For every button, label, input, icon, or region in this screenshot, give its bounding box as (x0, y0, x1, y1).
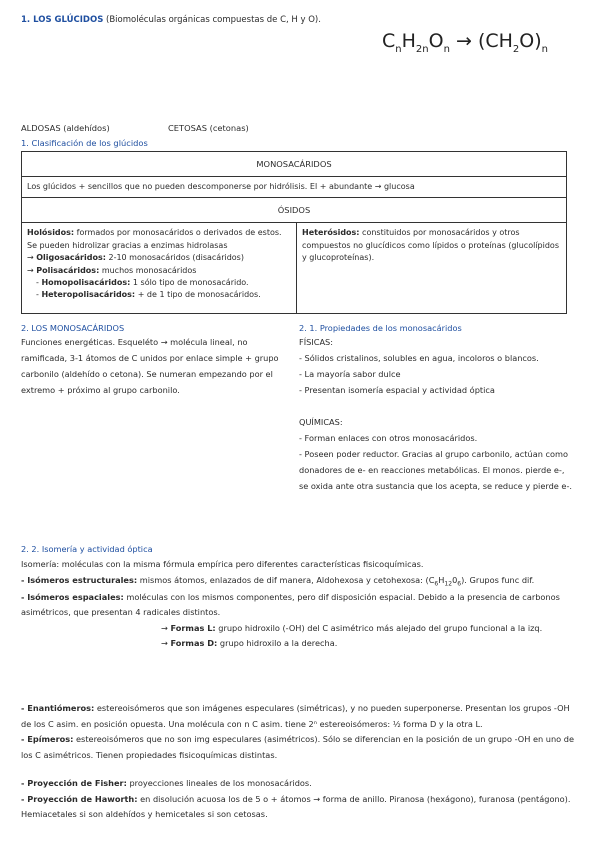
monosacaridos-text: Funciones energéticas. Esqueléto → molécula lineal, no ramificada, 3-1 átomos de C unidos por enlace simple + grupo carbonilo (aldehído o cetona). Se numeran empezando por el extremo + próximo al grupo carbonilo. (21, 337, 279, 396)
quimicas-title: QUÍMICAS: (299, 417, 343, 428)
section-subtitle: (Biomoléculas orgánicas compuestas de C, H y O). (106, 15, 321, 25)
osidos-header: ÓSIDOS (22, 198, 567, 223)
isomeria-intro: Isomería: moléculas con la misma fórmula empírica pero diferentes características fisicoquímicas. (21, 558, 424, 569)
enantiomeros: - Enantiómeros: estereoisómeros que son imágenes especulares (simétricas), y no pueden superponerse. Presentan los grupos -OH de los C asim. en posición opuesta. Una molécula con n C asim. tiene 2ⁿ estereoisómeros: ½ forma D y la otra L. (21, 703, 570, 729)
heterosidos-cell: Heterósidos: constituidos por monosacáridos y otros compuestos no glucídicos como lípidos o proteínas (glucolípidos y glucoproteínas). (297, 223, 567, 314)
list-item: - Presentan isomería espacial y actividad óptica (299, 385, 495, 396)
formas-l: → Formas L: grupo hidroxilo (-OH) del C asimétrico más alejado del grupo funcional a la izq. (161, 622, 543, 633)
estereoisomeros-section (21, 701, 581, 823)
isomeros-espaciales: - Isómeros espaciales: moléculas con los mismos componentes, pero dif disposición espacial. Debido a la presencia de carbonos asimétricos, que presentan 4 radicales distintos. (21, 591, 560, 618)
monosacaridos-header: MONOSACÁRIDOS (22, 152, 567, 177)
formas-d: → Formas D: grupo hidroxilo a la derecha. (161, 638, 338, 649)
table-row (22, 152, 567, 177)
classification-table (21, 151, 567, 314)
isomeria-title: 2. 2. Isomería y actividad óptica (21, 544, 153, 554)
propiedades-section (299, 322, 574, 495)
epimeros: - Epímeros: estereoisómeros que no son img especulares (asimétricos). Sólo se diferencian en la posición de un grupo -OH en uno de los C asimétricos. Tienen propiedades fisicoquímicas distintas. (21, 734, 575, 760)
fisicas-title: FÍSICAS: (299, 337, 334, 348)
list-item: - Poseen poder reductor. Gracias al grupo carbonilo, actúan como donadores de e- en reacciones metabólicas. El monos. pierde e-, se oxida ante otra sustancia que los acepta, se reduce y pierde e-. (299, 449, 573, 491)
monosacaridos-section (21, 322, 286, 399)
isomeria-section (21, 543, 581, 652)
isomeros-estructurales: - Isómeros estructurales: mismos átomos, enlazados de dif manera, Aldohexosa y cetohexosa: $(C_6H_{12}0_6)$. Grupos func dif. (21, 574, 535, 588)
aldosas-label: ALDOSAS (aldehídos) (21, 123, 110, 133)
proyeccion-fisher: - Proyección de Fisher: proyecciones lineales de los monosacáridos. (21, 778, 312, 789)
list-item: - Sólidos cristalinos, solubles en agua, incoloros o blancos. (299, 353, 539, 364)
propiedades-title: 2. 1. Propiedades de los monosacáridos (299, 323, 462, 333)
classification-title: 1. Clasificación de los glúcidos (21, 138, 148, 148)
section-title-glucidos: 1. LOS GLÚCIDOS (21, 15, 104, 25)
table-row (22, 198, 567, 223)
holosidos-cell: Holósidos: formados por monosacáridos o derivados de estos. Se pueden hidrolizar gracias a enzimas hidrolasas → Oligosacáridos: 2-10 monosacáridos (disacáridos) → Polisacáridos: muchos monosacáridos - Homopolisacáridos: 1 sólo tipo de monosacárido. - Heteropolisacáridos: + de 1 tipo de monosacáridos. (22, 223, 297, 314)
table-row (22, 177, 567, 198)
list-item: - Forman enlaces con otros monosacáridos. (299, 433, 478, 444)
monosacaridos-definition: Los glúcidos + sencillos que no pueden descomponerse por hidrólisis. El + abundante → glucosa (22, 177, 567, 198)
list-item: - La mayoría sabor dulce (299, 369, 401, 380)
general-formula: $C_nH_{2n}O_n \to (CH_2O)_n$ (382, 30, 549, 55)
page-header (21, 14, 321, 27)
proyeccion-haworth: - Proyección de Haworth: en disolución acuosa los de 5 o + átomos → forma de anillo. Piranosa (hexágono), furanosa (pentágono). Hemiacetales si son aldehídos y hemicetales si son cetosas. (21, 793, 571, 820)
cetosas-label: CETOSAS (cetonas) (168, 123, 249, 133)
table-row (22, 223, 567, 314)
monosacaridos-title: 2. LOS MONOSACÁRIDOS (21, 323, 125, 333)
